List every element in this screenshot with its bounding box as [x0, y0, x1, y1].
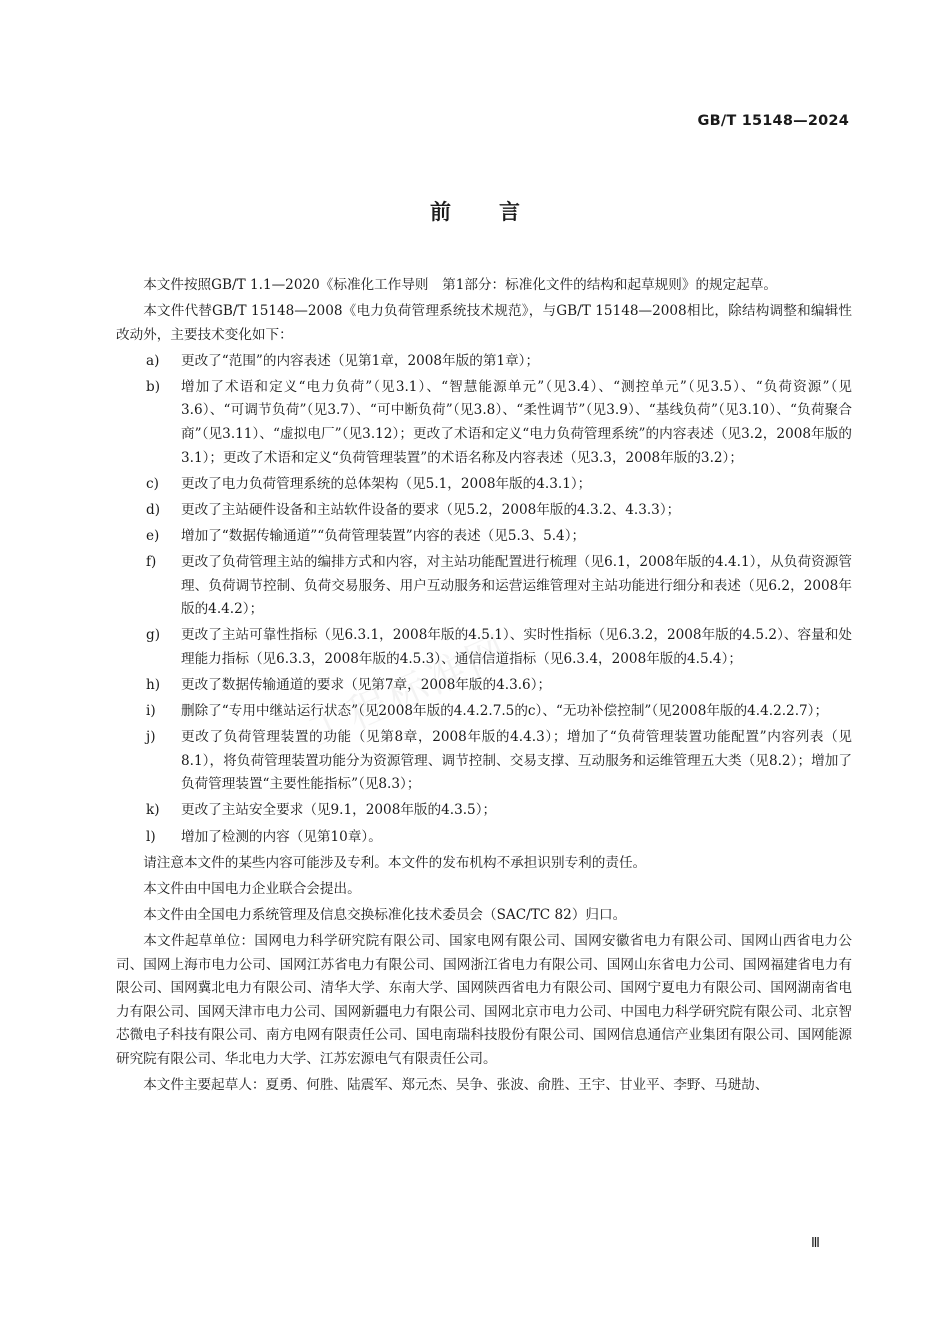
list-item: [116, 551, 852, 622]
standard-code: GB/T 15148—2024: [697, 113, 849, 129]
title-char-right: 言: [499, 199, 520, 224]
proposer-statement: 本文件由中国电力企业联合会提出。: [143, 880, 361, 897]
page-number: Ⅲ: [811, 1236, 820, 1251]
drafting-units: 本文件起草单位：国网电力科学研究院有限公司、国家电网有限公司、国网安徽省电力有限公司、国网山西省电力公司、国网上海市电力公司、国网江苏省电力有限公司、国网浙江省电力有限公司、国网山东省电力公司、国网福建省电力有限公司、国网冀北电力有限公司、清华大学、东南大学、国网陕西省电力有限公司、国网宁夏电力有限公司、国网湖南省电力有限公司、国网天津市电力公司、国网新疆电力有限公司、国网北京市电力公司、中国电力科学研究院有限公司、北京智芯微电子科技有限公司、南方电网有限责任公司、国电南瑞科技股份有限公司、国网信息通信产业集团有限公司、国网能源研究院有限公司、华北电力大学、江苏宏源电气有限责任公司。: [116, 932, 852, 1067]
list-marker: k): [146, 802, 160, 819]
list-item-text: 更改了主站可靠性指标（见6.3.1，2008年版的4.5.1）、实时性指标（见6.3.2，2008年版的4.5.2）、容量和处理能力指标（见6.3.3，2008年版的4.5.3）、通信信道指标（见6.3.4，2008年版的4.5.4）；: [181, 627, 852, 667]
title-char-left: 前: [430, 199, 451, 224]
list-item-text: 更改了电力负荷管理系统的总体架构（见5.1，2008年版的4.3.1）；: [181, 475, 592, 492]
list-item-text: 更改了负荷管理主站的编排方式和内容，对主站功能配置进行梳理（见6.1，2008年版的4.4.1），从负荷资源管理、负荷调节控制、负荷交易服务、用户互动服务和运营运维管理对主站功能进行细分和表述（见6.2，2008年版的4.4.2）；: [181, 554, 852, 618]
technical-changes-list: [116, 350, 852, 849]
list-marker: d): [146, 501, 161, 518]
list-marker: l): [146, 828, 156, 845]
list-item: [116, 726, 852, 797]
list-item-text: 更改了主站硬件设备和主站软件设备的要求（见5.2，2008年版的4.3.2、4.3.3）；: [181, 501, 681, 518]
committee-statement: 本文件由全国电力系统管理及信息交换标准化技术委员会（SAC/TC 82）归口。: [143, 906, 627, 923]
list-item-text: 增加了检测的内容（见第10章）。: [181, 828, 382, 845]
list-marker: h): [146, 677, 161, 693]
list-marker: c): [146, 475, 159, 492]
page-title: [0, 196, 950, 226]
list-item: [116, 700, 852, 724]
list-marker: g): [146, 627, 161, 644]
list-item-text: 删除了“专用中继站运行状态”（见2008年版的4.4.2.7.5的c）、“无功补偿控制”（见2008年版的4.4.2.2.7）；: [181, 703, 829, 720]
list-item: [116, 674, 852, 698]
list-item-text: 更改了主站安全要求（见9.1，2008年版的4.3.5）；: [181, 802, 497, 819]
list-item: [116, 799, 852, 823]
list-item-text: 增加了“数据传输通道”“负荷管理装置”内容的表述（见5.3、5.4）；: [181, 527, 586, 544]
list-marker: b): [146, 378, 161, 395]
list-marker: j): [146, 729, 156, 746]
intro-paragraph-1: 本文件按照GB/T 1.1—2020《标准化工作导则 第1部分：标准化文件的结构和起草规则》的规定起草。: [143, 277, 778, 293]
list-item-text: 更改了“范围”的内容表述（见第1章，2008年版的第1章）；: [181, 352, 540, 369]
list-item-text: 更改了负荷管理装置的功能（见第8章，2008年版的4.4.3）；增加了“负荷管理装置功能配置”内容列表（见8.1），将负荷管理装置功能分为资源管理、调节控制、交易支撑、互动服务和运维管理五大类（见8.2）；增加了负荷管理装置“主要性能指标”（见8.3）；: [181, 729, 852, 793]
list-marker: f): [146, 554, 157, 571]
intro-paragraph-2: 本文件代替GB/T 15148—2008《电力负荷管理系统技术规范》，与GB/T 15148—2008相比，除结构调整和编辑性改动外，主要技术变化如下：: [116, 303, 852, 343]
list-marker: e): [146, 527, 160, 544]
foreword-body: [116, 274, 852, 1100]
list-item: [116, 376, 852, 470]
list-item: [116, 525, 852, 549]
list-item: [116, 499, 852, 523]
patent-notice: 请注意本文件的某些内容可能涉及专利。本文件的发布机构不承担识别专利的责任。: [143, 854, 647, 871]
list-marker: a): [146, 352, 160, 369]
list-item-text: 增加了术语和定义“电力负荷”（见3.1）、“智慧能源单元”（见3.4）、“测控单元”（见3.5）、“负荷资源”（见3.6）、“可调节负荷”（见3.7）、“可中断负荷”（见3.8）、“柔性调节”（见3.9）、“基线负荷”（见3.10）、“负荷聚合商”（见3.11）、“虚拟电厂”（见3.12）；更改了术语和定义“电力负荷管理系统”的内容表述（见3.2，2008年版的3.1）；更改了术语和定义“负荷管理装置”的术语名称及内容表述（见3.3，2008年版的3.2）；: [181, 378, 852, 466]
list-item-text: 更改了数据传输通道的要求（见第7章，2008年版的4.3.6）；: [181, 677, 552, 693]
list-marker: i): [146, 703, 156, 720]
list-item: [116, 826, 852, 850]
list-item: [116, 473, 852, 497]
main-drafters: 本文件主要起草人：夏勇、何胜、陆震军、郑元杰、吴争、张波、俞胜、王宇、甘业平、李野、马琎劼、: [143, 1077, 769, 1093]
list-item: [116, 624, 852, 671]
list-item: [116, 350, 852, 374]
